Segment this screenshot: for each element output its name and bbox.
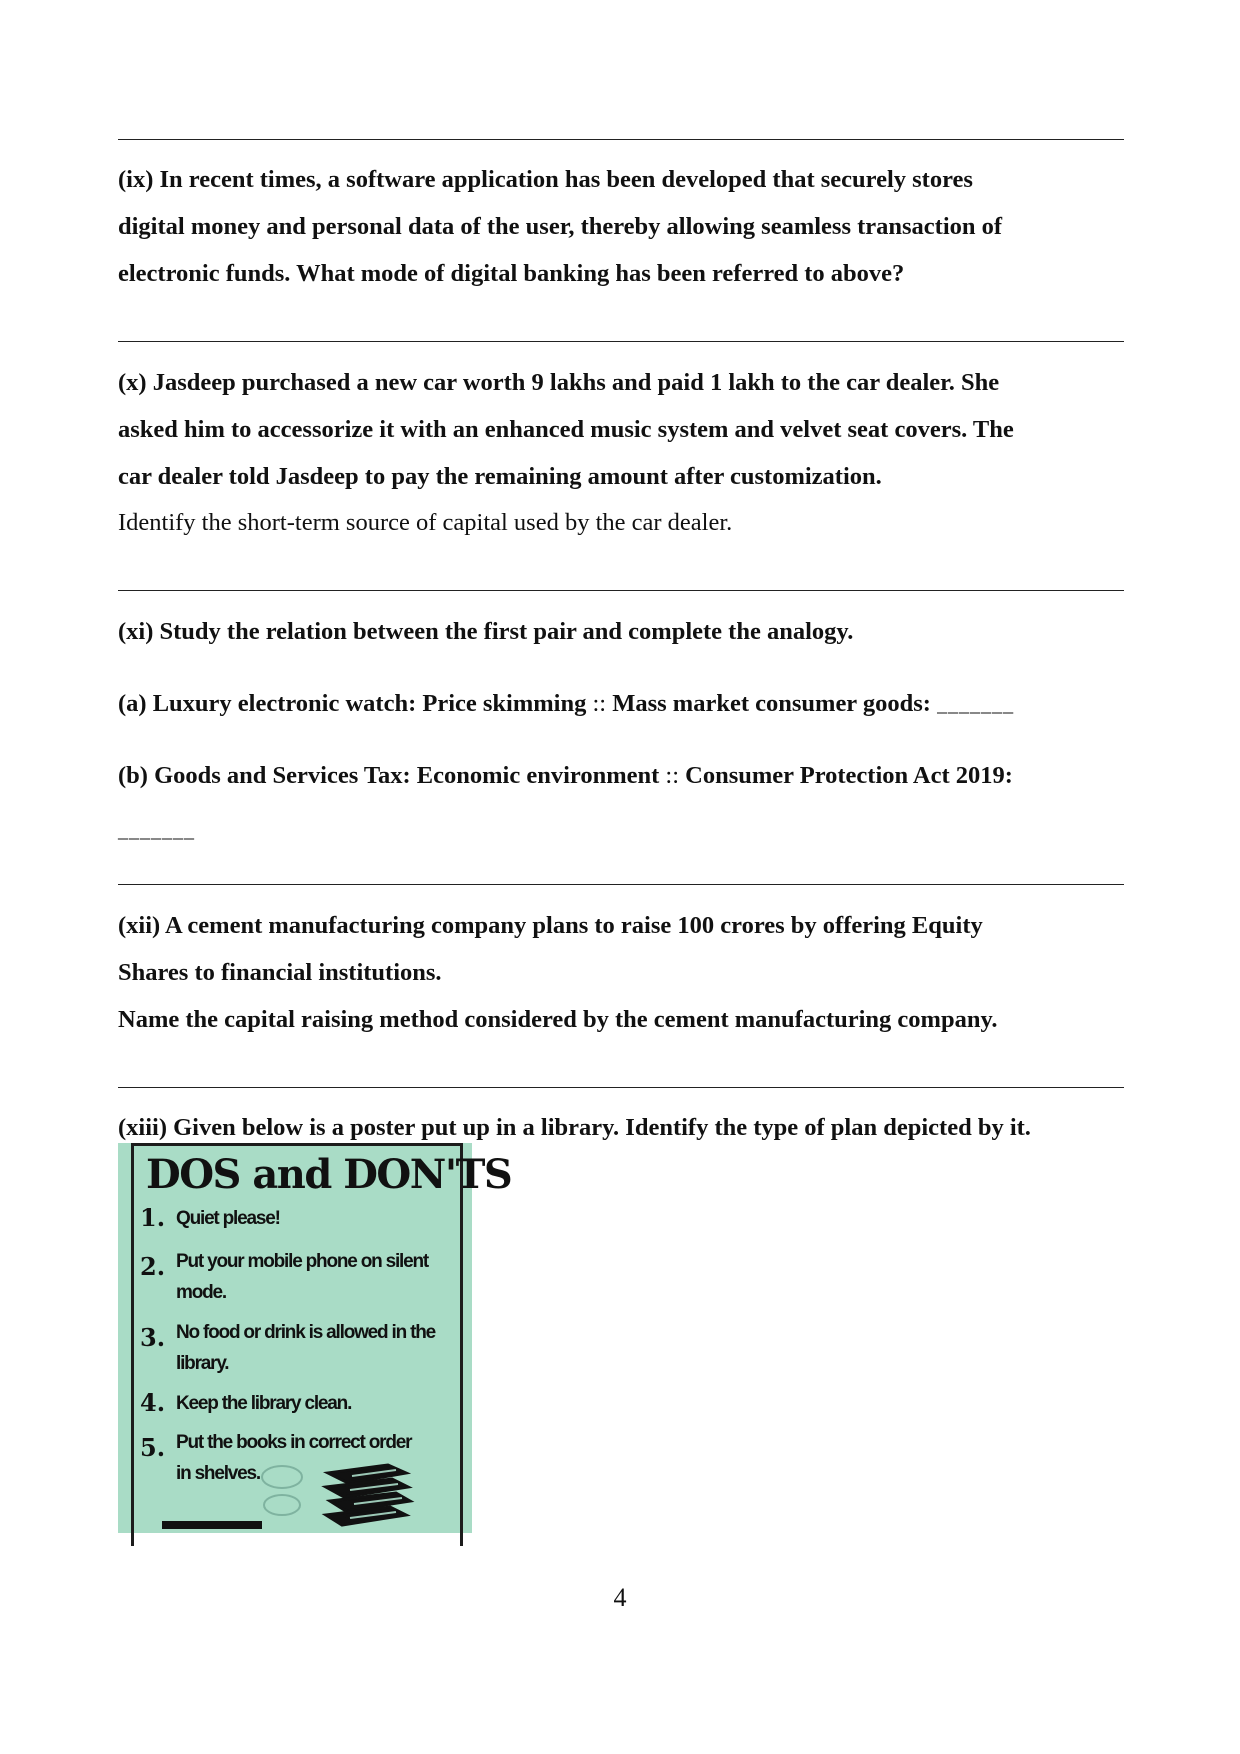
poster-item-text: Put the books in correct order in shelves.	[176, 1432, 412, 1484]
question-xii-line-2: Shares to financial institutions.	[118, 959, 442, 986]
analogy-a-separator: ::	[592, 690, 607, 717]
divider-top	[118, 139, 1124, 140]
question-ix-line-3: electronic funds. What mode of digital banking has been referred to above?	[118, 260, 905, 287]
analogy-b-blank: _______	[118, 820, 195, 842]
question-xii-line-1: (xii) A cement manufacturing company plans to raise 100 crores by offering Equity	[118, 912, 983, 939]
library-poster-image	[118, 1143, 512, 1533]
poster-item-text: Put your mobile phone on silent mode.	[176, 1251, 429, 1303]
poster-item-number: 3.	[140, 1323, 166, 1352]
question-ix	[118, 156, 1128, 297]
divider-xii-xiii	[118, 1087, 1124, 1088]
analogy-a	[118, 680, 1128, 729]
poster-item-number: 1.	[140, 1203, 166, 1232]
question-ix-line-1: (ix) In recent times, a software application has been developed that securely stores	[118, 166, 973, 193]
question-xiii-stem: (xiii) Given below is a poster put up in a library. Identify the type of plan depicted by it.	[118, 1114, 1031, 1141]
question-xii-line-3: Name the capital raising method considered by the cement manufacturing company.	[118, 1006, 998, 1033]
analogy-b-blank-row	[118, 806, 1128, 855]
poster-title: DOS and DON'TS	[146, 1151, 512, 1198]
divider-x-xi	[118, 590, 1124, 591]
poster-item-text: No food or drink is allowed in the library.	[176, 1322, 435, 1374]
divider-xi-xii	[118, 884, 1124, 885]
scribble-decoration	[252, 1461, 312, 1521]
poster-item-number: 5.	[140, 1433, 166, 1462]
analogy-b	[118, 752, 1128, 799]
analogy-b-left: (b) Goods and Services Tax: Economic environment	[118, 762, 660, 789]
question-x-line-3: car dealer told Jasdeep to pay the remaining amount after customization.	[118, 463, 882, 490]
question-ix-line-2: digital money and personal data of the user, thereby allowing seamless transaction of	[118, 213, 1003, 240]
poster-item-text: Keep the library clean.	[176, 1393, 352, 1414]
question-xii	[118, 902, 1128, 1043]
question-x	[118, 359, 1128, 546]
poster-item-number: 4.	[140, 1388, 166, 1417]
analogy-a-left: (a) Luxury electronic watch: Price skimming	[118, 690, 587, 717]
question-x-line-2: asked him to accessorize it with an enhanced music system and velvet seat covers. The	[118, 416, 1014, 443]
poster-item-text: Quiet please!	[176, 1208, 280, 1229]
analogy-b-separator: ::	[665, 762, 680, 789]
page-number: 4	[613, 1583, 627, 1612]
analogy-a-blank: _______	[937, 694, 1015, 716]
question-xi-stem: (xi) Study the relation between the first pair and complete the analogy.	[118, 618, 854, 645]
analogy-b-right: Consumer Protection Act 2019:	[685, 762, 1013, 789]
books-icon	[318, 1461, 418, 1533]
analogy-a-right: Mass market consumer goods:	[612, 690, 931, 717]
question-xi	[118, 608, 1128, 655]
question-x-prompt: Identify the short-term source of capital used by the car dealer.	[118, 509, 733, 536]
poster-bottom-edge	[162, 1521, 262, 1529]
divider-ix-x	[118, 341, 1124, 342]
poster-item-number: 2.	[140, 1252, 166, 1281]
question-x-line-1: (x) Jasdeep purchased a new car worth 9 lakhs and paid 1 lakh to the car dealer. She	[118, 369, 1000, 396]
